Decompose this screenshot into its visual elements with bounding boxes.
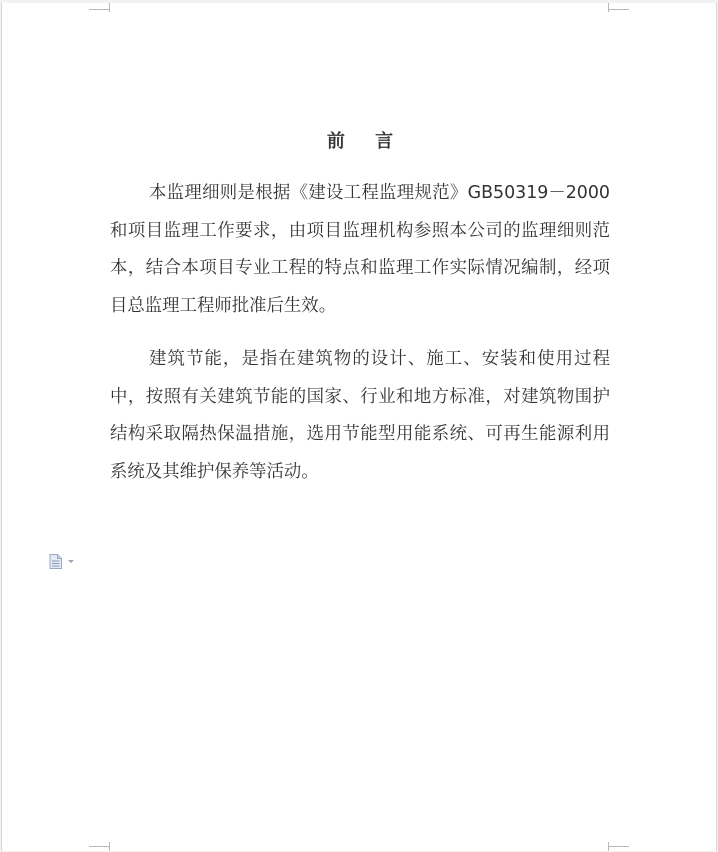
document-page [1,3,717,851]
crop-mark-bottom-left-v [109,842,110,851]
crop-mark-top-right-v [608,3,609,12]
crop-mark-top-left-h [89,9,110,10]
crop-mark-bottom-left-h [89,846,110,847]
crop-mark-top-left-v [109,3,110,12]
chevron-down-icon[interactable] [68,560,74,563]
document-icon[interactable] [49,554,62,569]
paragraph-1: 本监理细则是根据《建设工程监理规范》GB50319－2000 和项目监理工作要求，由项目监理机构参照本公司的监理细则范本，结合本项目专业工程的特点和监理工作实际情况编制，经项目总监理工程师批准后生效。 [110,183,610,316]
document-title: 前 言 [326,131,406,152]
crop-mark-bottom-right-v [608,842,609,851]
crop-mark-top-right-h [608,9,629,10]
crop-mark-bottom-right-h [608,846,629,847]
paragraph-2: 建筑节能，是指在建筑物的设计、施工、安装和使用过程中，按照有关建筑节能的国家、行业和地方标准，对建筑物围护结构采取隔热保温措施，选用节能型用能系统、可再生能源利用系统及其维护保养等活动。 [110,349,610,482]
